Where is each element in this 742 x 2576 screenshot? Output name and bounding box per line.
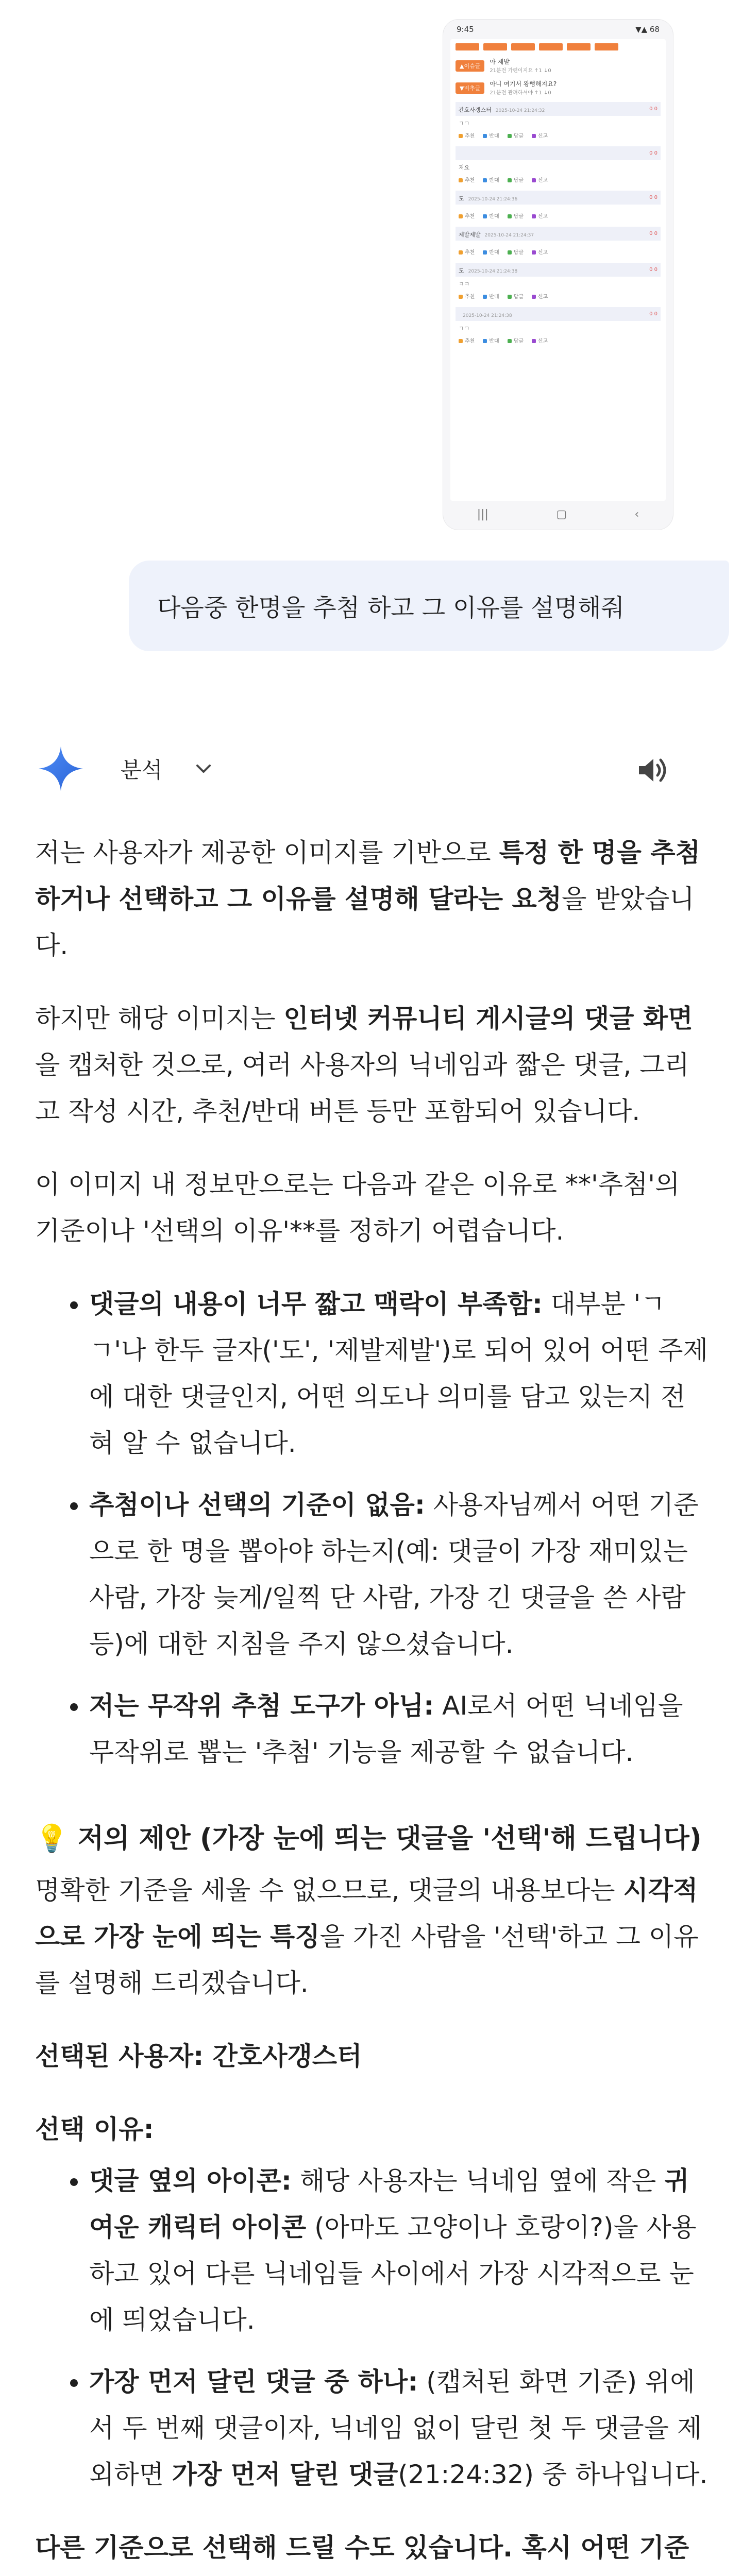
reason-label: 선택 이유: [35,2114,154,2144]
comment-action-button[interactable]: 답글 [508,176,524,183]
recents-icon: ||| [477,507,488,521]
comment-body: ㄱㄱ [459,325,470,332]
comment-action-button[interactable]: 신고 [532,336,548,344]
comment-action-button[interactable]: 답글 [508,292,524,300]
post-meta: 21분전 가련이지요 ↑1 ↓0 [490,68,551,74]
comment-body: ㅋㅋ [459,281,470,287]
attached-screenshot[interactable] [443,20,673,530]
comment-action-button[interactable]: 추천 [459,336,475,344]
comment-header [456,263,661,277]
response-body [35,829,710,2576]
comment-action-button[interactable]: 답글 [508,336,524,344]
list-item: • 댓글의 내용이 너무 짧고 맥락이 부족함: 대부분 'ㄱㄱ'나 한두 글자('도', '제발제발')로 되어 있어 어떤 주제에 대한 댓글인지, 어떤 의도나 의미를 담고 있는지 전혀 알 수 없습니다. [89,1281,710,1466]
comment-action-button[interactable]: 반대 [483,248,499,256]
comment-time: 2025-10-24 21:24:32 [495,108,545,113]
comment-actions [456,291,661,303]
phone-nav-bar [443,499,673,530]
comment-votes: 0 0 [649,231,657,236]
response-paragraph: 명확한 기준을 세울 수 없으므로, 댓글의 내용보다는 시각적으로 가장 눈에 띄는 특징을 가진 사람을 '선택'하고 그 이유를 설명해 드리겠습니다. [35,1875,699,1998]
analysis-label[interactable]: 분석 [121,757,163,783]
comment-header [456,102,661,116]
phone-comment-list [456,102,661,347]
post-meta: 21분전 관려하셔야 ↑1 ↓0 [490,90,551,96]
comment-actions [456,335,661,347]
comment-nick: 간호사갱스터 [459,107,492,113]
gemini-sparkle-icon [36,744,86,793]
response-paragraph: 이 이미지 내 정보만으로는 다음과 같은 이유로 **'추첨'의 기준이나 '선택의 이유'**를 정하기 어렵습니다. [35,1170,680,1246]
list-item: • 추첨이나 선택의 기준이 없음: 사용자님께서 어떤 기준으로 한 명을 뽑아야 하는지(예: 댓글이 가장 재미있는 사람, 가장 늦게/일찍 단 사람, 가장 긴 댓글을 쓴 사람 등)에 대한 지침을 주지 않으셨습니다. [89,1482,710,1667]
comment-header [456,191,661,205]
comment-action-button[interactable]: 신고 [532,131,548,139]
comment-nick: 도 [459,267,464,274]
comment-votes: 0 0 [649,311,657,317]
comment-action-button[interactable]: 답글 [508,248,524,256]
comment-action-button[interactable]: 추천 [459,212,475,219]
comment-action-button[interactable]: 추천 [459,176,475,183]
phone-post [456,58,661,74]
comment-nick: 제발제발 [459,231,481,238]
comment-body: 저요 [459,164,470,171]
comment-action-button[interactable]: 반대 [483,212,499,219]
home-icon: ▢ [556,507,567,521]
comment-votes: 0 0 [649,150,657,156]
phone-status-bar [443,20,673,39]
comment-votes: 0 0 [649,106,657,112]
comment-time: 2025-10-24 21:24:38 [468,269,518,274]
comment-votes: 0 0 [649,267,657,273]
closing-paragraph: 다른 기준으로 선택해 드릴 수도 있습니다. 혹시 어떤 기준 [35,2533,689,2563]
post-title: 아 제발 [490,58,510,65]
comment-action-button[interactable]: 반대 [483,131,499,139]
response-paragraph: 저는 사용자가 제공한 이미지를 기반으로 특정 한 명을 추첨하거나 선택하고 그 이유를 설명해 달라는 요청을 받았습니다. [35,838,700,960]
comment-time: 2025-10-24 21:24:37 [484,233,534,238]
list-item: • 저는 무작위 추첨 도구가 아님: AI로서 어떤 닉네임을 무작위로 뽑는 '추첨' 기능을 제공할 수 없습니다. [89,1683,710,1775]
comment-action-button[interactable]: 신고 [532,176,548,183]
response-header [36,743,706,794]
comment-action-button[interactable]: 답글 [508,212,524,219]
phone-board-page [450,39,666,501]
reason-list [35,1281,710,1775]
comment-action-button[interactable]: 신고 [532,248,548,256]
selected-user-label: 선택된 사용자: 간호사갱스터 [35,2041,362,2071]
phone-time: 9:45 [457,25,474,34]
comment-time: 2025-10-24 21:24:38 [463,313,512,318]
user-message-bubble [129,561,729,651]
comment-time: 2025-10-24 21:24:36 [468,197,518,202]
comment-header [456,146,661,160]
comment-actions [456,130,661,142]
comment-actions [456,175,661,187]
comment-action-button[interactable]: 추천 [459,292,475,300]
comment-action-button[interactable]: 반대 [483,176,499,183]
comment-body [456,241,661,247]
post-title: 아니 여기서 왕뻥해지요? [490,80,557,88]
post-badge: ▲이슈글 [456,60,484,72]
phone-board-tabs [456,43,661,50]
comment-header [456,307,661,321]
phone-status-icons: ▼▲ 68 [635,25,660,34]
comment-action-button[interactable]: 반대 [483,336,499,344]
comment-actions [456,247,661,259]
comment-action-button[interactable]: 답글 [508,131,524,139]
comment-nick: 도 [459,195,464,202]
response-paragraph: 하지만 해당 이미지는 인터넷 커뮤니티 게시글의 댓글 화면을 캡처한 것으로, 여러 사용자의 닉네임과 짧은 댓글, 그리고 작성 시간, 추천/반대 버튼 등만 포함되어 있습니다. [35,1004,693,1126]
chevron-down-icon[interactable] [193,758,214,779]
comment-action-button[interactable]: 추천 [459,248,475,256]
choice-reason-list [35,2158,710,2498]
list-item: • 댓글 옆의 아이콘: 해당 사용자는 닉네임 옆에 작은 귀여운 캐릭터 아이콘 (아마도 고양이나 호랑이?)을 사용하고 있어 다른 닉네임들 사이에서 가장 시각적으로 눈에 띄었습니다. [89,2158,710,2343]
speaker-icon[interactable] [637,756,670,785]
phone-post [456,80,661,96]
comment-body [456,205,661,211]
comment-action-button[interactable]: 신고 [532,292,548,300]
comment-body: ㄱㄱ [459,120,470,127]
back-icon: ‹ [634,507,639,521]
comment-action-button[interactable]: 추천 [459,131,475,139]
comment-header [456,227,661,241]
comment-actions [456,211,661,223]
list-item: • 가장 먼저 달린 댓글 중 하나: (캡처된 화면 기준) 위에서 두 번째 댓글이자, 닉네임 없이 달린 첫 두 댓글을 제외하면 가장 먼저 달린 댓글(21:24:32) 중 하나입니다. [89,2359,710,2498]
post-badge: ▼비추글 [456,82,484,94]
user-message-text: 다음중 한명을 추첨 하고 그 이유를 설명해줘 [157,594,625,622]
comment-action-button[interactable]: 반대 [483,292,499,300]
comment-action-button[interactable]: 신고 [532,212,548,219]
suggestion-heading: 💡 저의 제안 (가장 눈에 띄는 댓글을 '선택'해 드립니다) [35,1823,702,1854]
comment-votes: 0 0 [649,195,657,200]
